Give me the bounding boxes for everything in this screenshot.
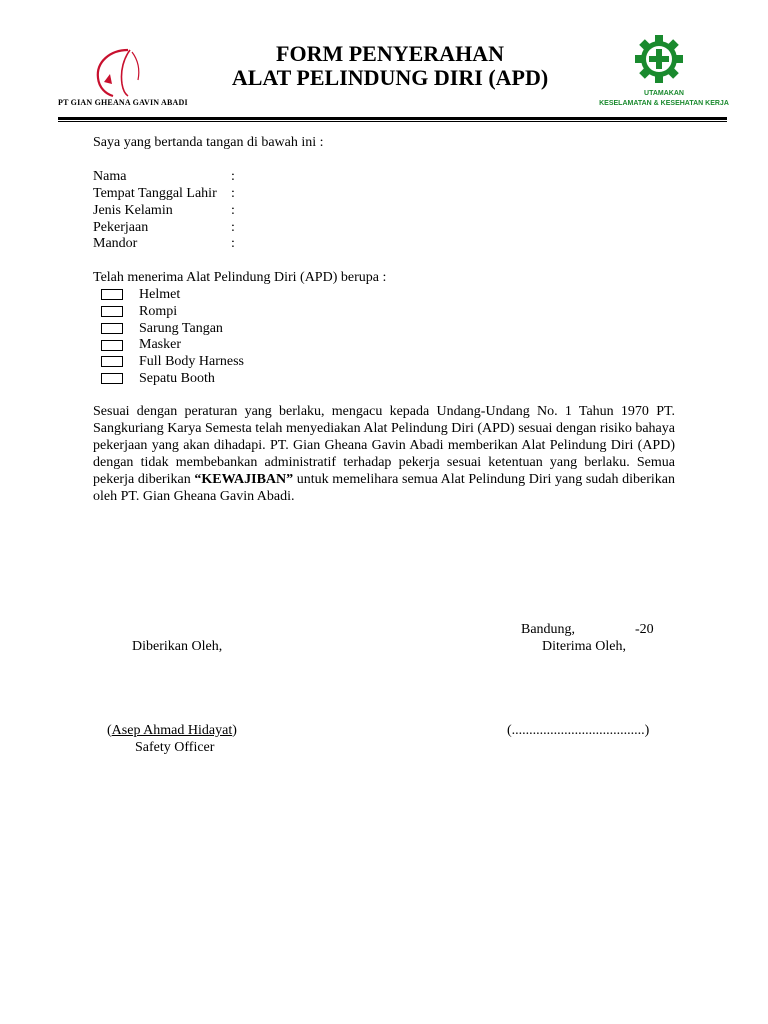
header-divider-thin <box>58 121 727 122</box>
signature-year-suffix: -20 <box>635 622 654 637</box>
checkbox-sarung-tangan[interactable] <box>101 323 123 334</box>
form-title-line2: ALAT PELINDUNG DIRI (APD) <box>231 65 549 90</box>
k3-slogan-line1: UTAMAKAN <box>644 90 684 97</box>
checkbox-label-masker: Masker <box>139 337 181 352</box>
field-colon: : <box>231 220 235 235</box>
signature-place: Bandung, <box>521 622 576 637</box>
received-by-label: Diterima Oleh, <box>542 639 626 654</box>
checkbox-label-sarung-tangan: Sarung Tangan <box>139 321 223 336</box>
receiver-name-placeholder: (......................................) <box>507 723 650 738</box>
field-colon: : <box>231 169 235 184</box>
k3-slogan-line2: KESELAMATAN & KESEHATAN KERJA <box>599 100 729 107</box>
checkbox-helmet[interactable] <box>101 289 123 300</box>
checkbox-label-sepatu-booth: Sepatu Booth <box>139 371 215 386</box>
field-colon: : <box>231 186 235 201</box>
checkbox-label-rompi: Rompi <box>139 304 178 319</box>
giver-paren-close: ) <box>232 723 237 738</box>
field-label-jenis-kelamin: Jenis Kelamin <box>93 203 173 218</box>
paragraph-emphasis: “KEWAJIBAN” <box>194 472 294 487</box>
header-divider <box>58 117 727 120</box>
form-title-line1: FORM PENYERAHAN <box>276 41 504 66</box>
giver-paren-open: ( <box>107 723 112 738</box>
checkbox-sepatu-booth[interactable] <box>101 373 123 384</box>
field-label-ttl: Tempat Tanggal Lahir <box>93 186 217 201</box>
field-colon: : <box>231 203 235 218</box>
k3-gear-cross-icon <box>634 34 684 84</box>
company-name: PT GIAN GHEANA GAVIN ABADI <box>58 98 188 107</box>
intro-text: Saya yang bertanda tangan di bawah ini : <box>93 135 324 150</box>
giver-name-line <box>107 722 237 739</box>
regulation-paragraph <box>93 403 675 505</box>
checkbox-masker[interactable] <box>101 340 123 351</box>
field-label-nama: Nama <box>93 169 127 184</box>
paragraph-part2: untuk memelihara semua Alat Pelindung Diri yang sudah diberikan oleh PT. Gian Gheana Gavin Abadi. <box>93 472 676 504</box>
giver-role: Safety Officer <box>135 740 215 755</box>
received-text: Telah menerima Alat Pelindung Diri (APD) berupa : <box>93 270 387 285</box>
field-label-mandor: Mandor <box>93 236 138 251</box>
checkbox-label-full-body-harness: Full Body Harness <box>139 354 244 369</box>
checkbox-full-body-harness[interactable] <box>101 356 123 367</box>
field-colon: : <box>231 236 235 251</box>
given-by-label: Diberikan Oleh, <box>132 639 223 654</box>
giver-name: Asep Ahmad Hidayat <box>111 723 233 738</box>
checkbox-rompi[interactable] <box>101 306 123 317</box>
checkbox-label-helmet: Helmet <box>139 287 181 302</box>
field-label-pekerjaan: Pekerjaan <box>93 220 149 235</box>
paragraph-part1: Sesuai dengan peraturan yang berlaku, mengacu kepada Undang-Undang No. 1 Tahun 1970 PT. Sangkuriang Karya Semesta telah menyediakan Alat Pelindung Diri (APD) sesuai dengan risiko bahaya pekerjaan yang akan dihadapi. PT. Gian Gheana Gavin Abadi memberikan Alat Pelindung Diri (APD) dengan tidak membebankan administratif terhadap pekerja sesuai ketentuan yang berlaku. Semua pekerja diberikan <box>93 404 675 487</box>
